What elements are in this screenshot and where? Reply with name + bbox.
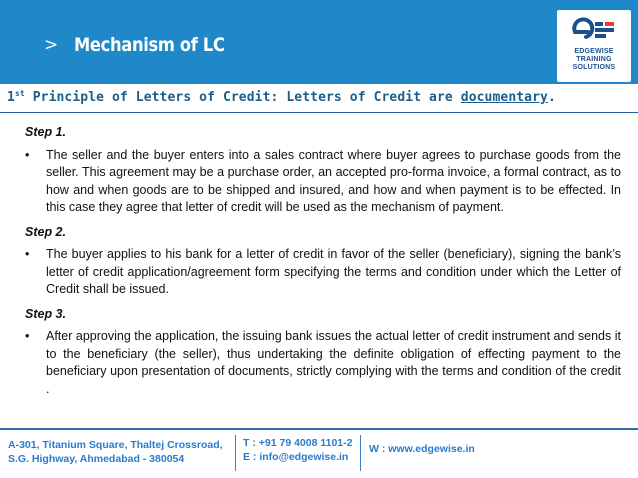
step-3-label: Step 3. — [25, 306, 66, 321]
step-1-label: Step 1. — [25, 125, 66, 139]
address-line-2: S.G. Highway, Ahmedabad - 380054 — [8, 453, 185, 465]
logo-text-line-3: SOLUTIONS — [572, 64, 616, 71]
slide-title: Mechanism of LC — [74, 34, 225, 56]
principle-ordinal: 1 — [7, 90, 15, 105]
principle-emphasis: documentary — [460, 90, 548, 105]
principle-ordinal-suffix: st — [14, 89, 25, 98]
principle-heading — [7, 89, 556, 105]
footer-contact — [243, 436, 352, 464]
step-1-item — [25, 147, 621, 217]
divider-top — [0, 112, 638, 113]
bullet-icon: • — [25, 329, 30, 343]
principle-end: . — [547, 90, 556, 105]
edgewise-logo-icon — [571, 14, 617, 44]
footer — [0, 431, 638, 478]
steps-content — [25, 124, 621, 405]
chevron-right-icon: > — [44, 35, 59, 55]
bullet-icon: • — [25, 247, 30, 261]
address-line-1: A-301, Titanium Square, Thaltej Crossroad, — [8, 439, 223, 451]
logo-text-line-2: TRAINING — [576, 56, 612, 63]
title-group — [44, 34, 249, 56]
footer-phone: T : +91 79 4008 1101-2 — [243, 437, 353, 449]
step-2-label: Step 2. — [25, 224, 66, 239]
footer-email[interactable]: E : info@edgewise.in — [243, 451, 349, 463]
step-2-text: The buyer applies to his bank for a letter of credit in favor of the seller (beneficiary), signing the bank’s letter of credit application/agreement form specifying the terms and condition under which the Letter of Credit shall be issued. — [46, 247, 621, 296]
step-1-text: The seller and the buyer enters into a sales contract where buyer agrees to purchase goods from the seller. This agreement may be a purchase order, an accepted pro-forma invoice, a formal contract, as to how and when goods are to be shipped and insured, and how and when payment is to be effected. In this case they agree that letter of credit will be used as the mechanism of payment. — [46, 147, 621, 214]
principle-text: Principle of Letters of Credit: Letters of Credit are — [32, 90, 461, 105]
footer-address — [8, 438, 223, 466]
divider-bottom — [0, 428, 638, 430]
logo-text-line-1: EDGEWISE — [574, 48, 614, 55]
bullet-icon: • — [25, 147, 30, 162]
footer-website[interactable]: W : www.edgewise.in — [369, 443, 475, 455]
step-3-item — [25, 328, 621, 398]
footer-divider — [235, 435, 236, 471]
edgewise-logo — [557, 10, 631, 82]
footer-divider — [360, 435, 361, 471]
header-bar — [0, 0, 638, 84]
step-3-text: After approving the application, the issuing bank issues the actual letter of credit instrument and sends it to the beneficiary (the seller), thus undertaking the definite obligation of effecting payment to the beneficiary upon presentation of documents, strictly complying with the terms and condition of the credit . — [46, 329, 621, 396]
step-2-item — [25, 246, 621, 299]
